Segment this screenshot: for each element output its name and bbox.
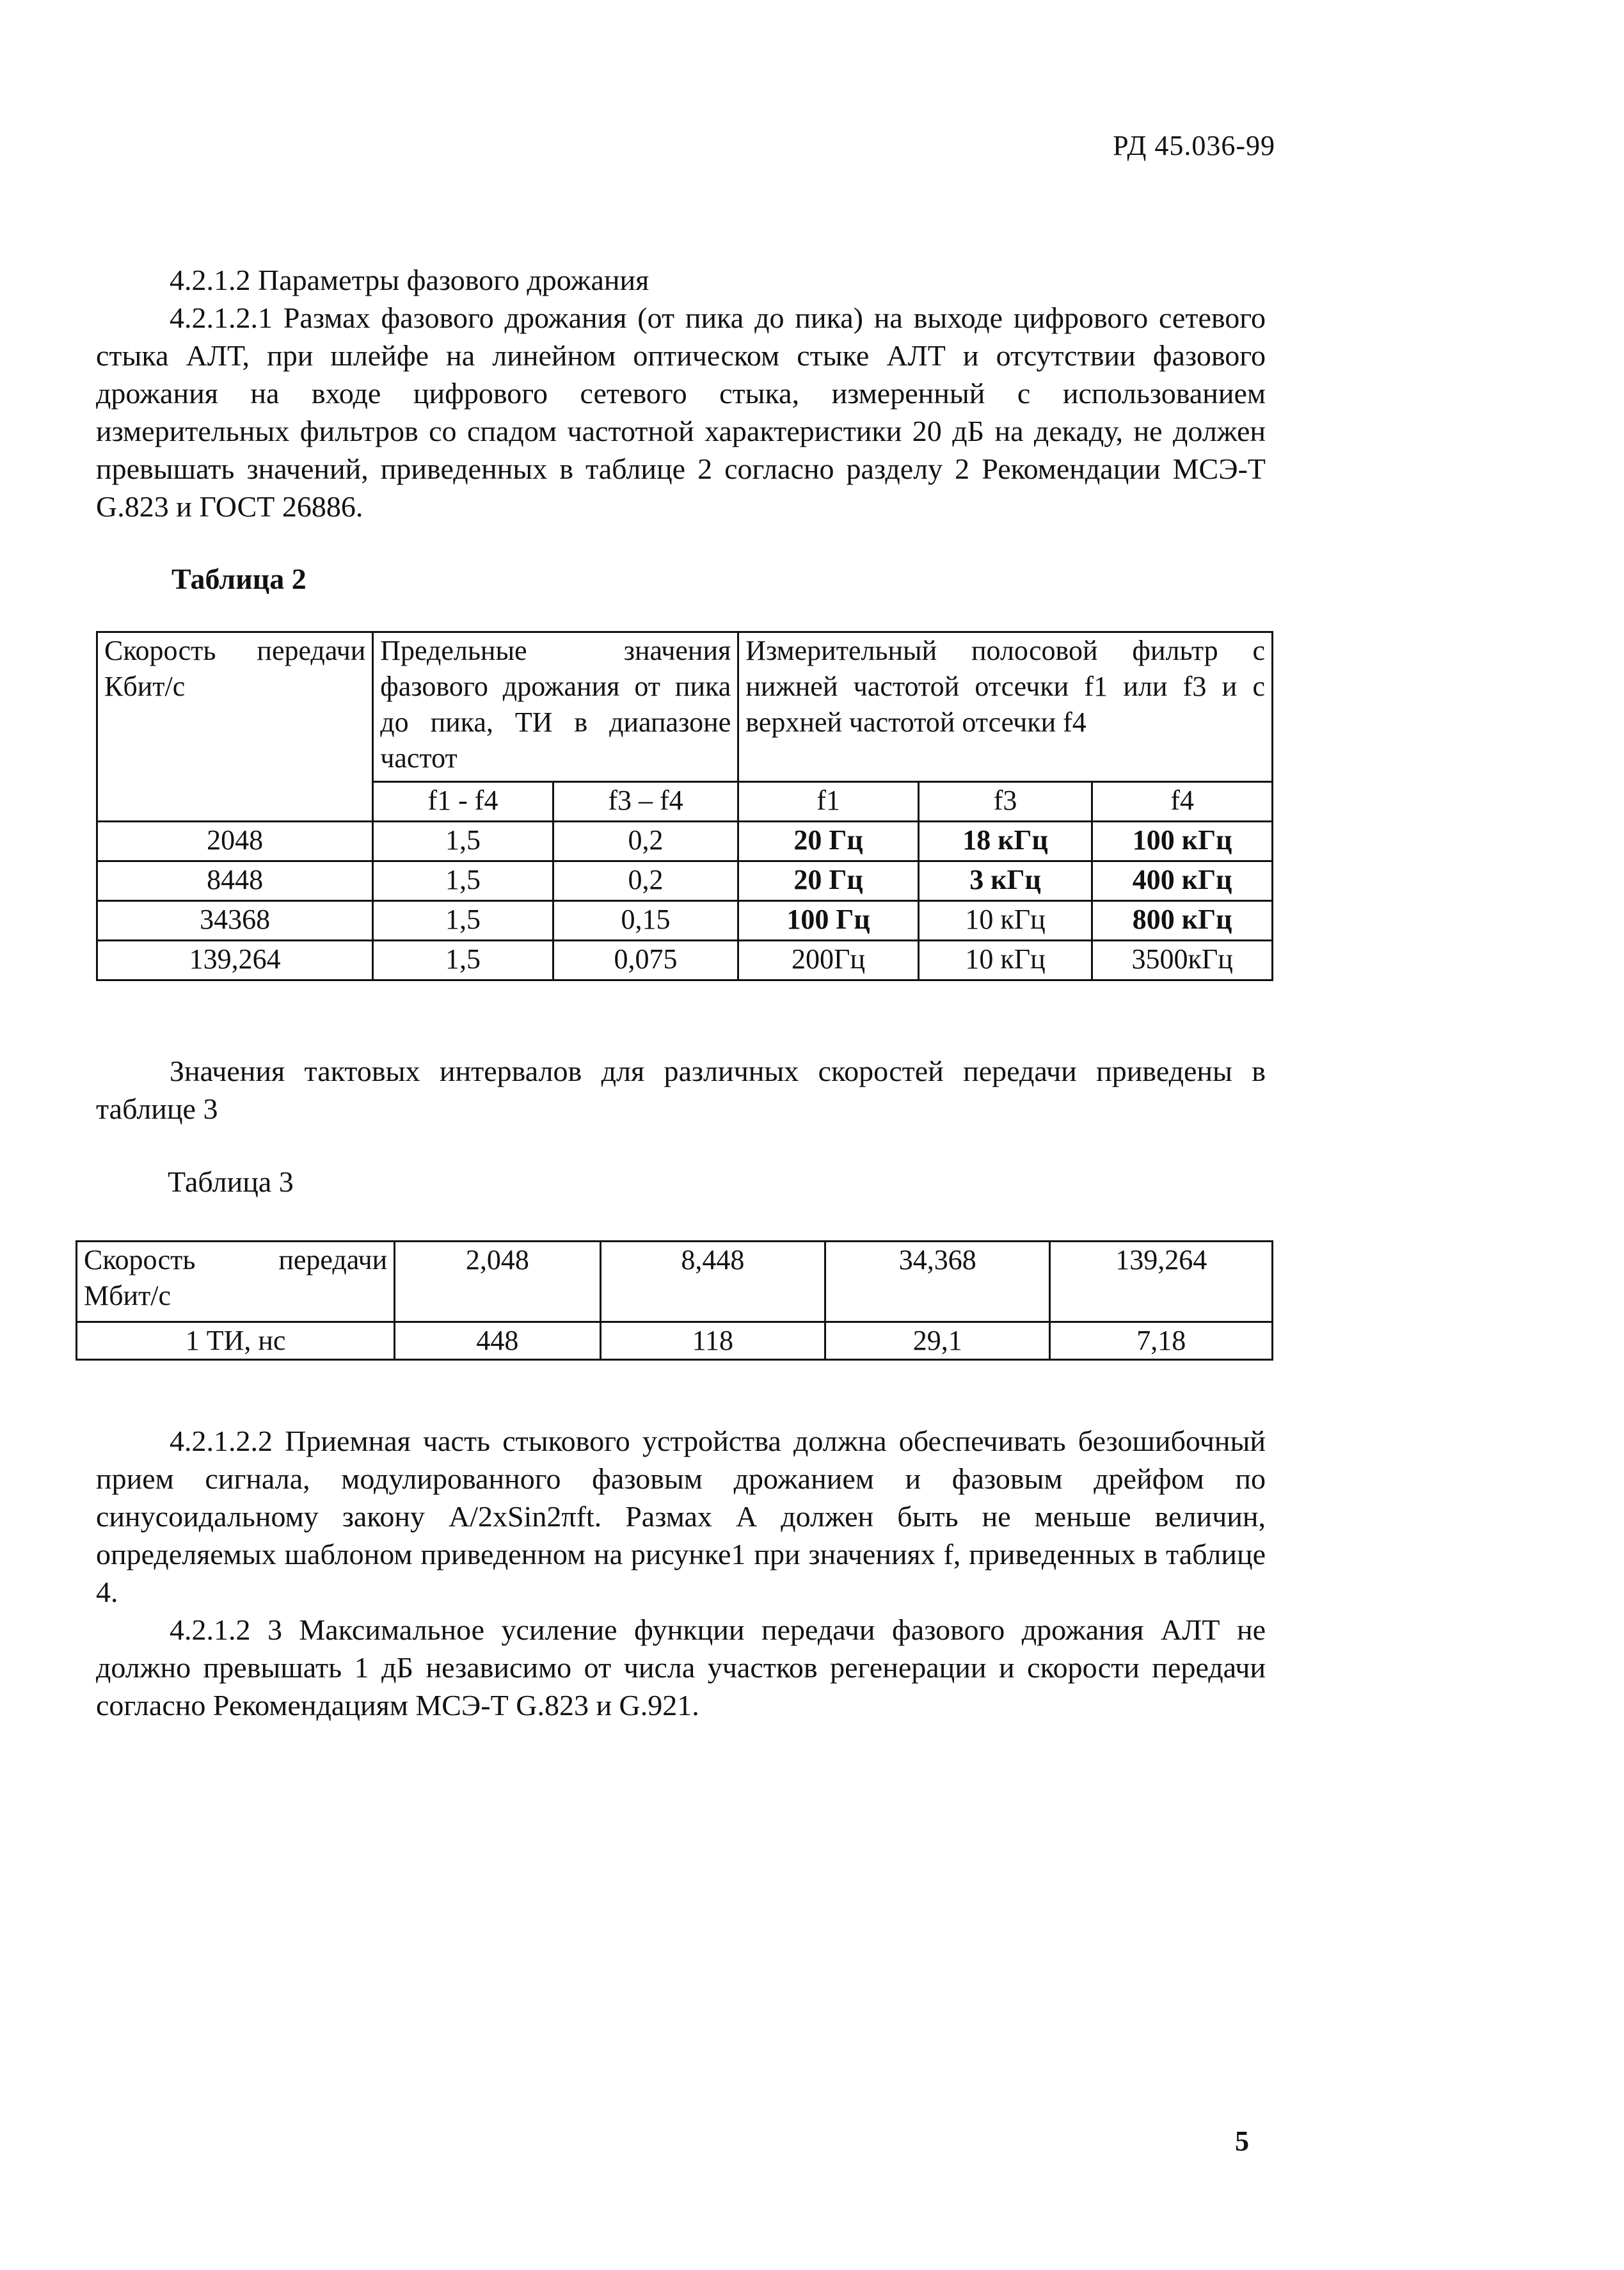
table2-cell: 3500кГц: [1092, 941, 1273, 980]
table3-caption: Таблица 3: [168, 1165, 294, 1198]
table2-caption: Таблица 2: [171, 563, 306, 595]
table2-cell: 10 кГц: [918, 941, 1092, 980]
table2-cell: 800 кГц: [1092, 901, 1273, 941]
table2-cell: 139,264: [97, 941, 373, 980]
table2-head-speed: Скорость передачи Кбит/с: [97, 632, 373, 822]
section-heading: [96, 261, 1266, 299]
table2-cell: 400 кГц: [1092, 861, 1273, 901]
paragraph-4-2-1-2-2: [96, 1422, 1266, 1611]
paragraph-4-2-1-2-1: [96, 299, 1266, 525]
table-row: [97, 901, 1273, 941]
table2-cell: 1,5: [373, 941, 553, 980]
table3-cell: 7,18: [1050, 1322, 1273, 1360]
table-row: [97, 941, 1273, 980]
table2-cell: 0,2: [553, 861, 738, 901]
table2-cell: 1,5: [373, 822, 553, 861]
table3-cell: 448: [395, 1322, 600, 1360]
table2-sub-f1: f1: [738, 782, 919, 822]
table2-header-row: [97, 632, 1273, 782]
table2-cell: 0,15: [553, 901, 738, 941]
table2-cell: 1,5: [373, 901, 553, 941]
section-heading-text: 4.2.1.2 Параметры фазового дрожания: [170, 264, 649, 296]
table-2: [96, 631, 1273, 981]
table2-sub-f1-f4: f1 - f4: [373, 782, 553, 822]
table2-cell: 2048: [97, 822, 373, 861]
table2-cell: 1,5: [373, 861, 553, 901]
table2-cell: 3 кГц: [918, 861, 1092, 901]
table2-cell: 10 кГц: [918, 901, 1092, 941]
table3-cell: 29,1: [825, 1322, 1050, 1360]
table2-head-limits: Предельные значения фазового дрожания от пика до пика, ТИ в диапазоне частот: [373, 632, 738, 782]
mid-paragraph: [96, 1052, 1266, 1128]
table2-cell: 20 Гц: [738, 822, 919, 861]
paragraph-4-2-1-2-1-text: 4.2.1.2.1 Размах фазового дрожания (от пика до пика) на выходе цифрового сетевого стыка АЛТ, при шлейфе на линейном оптическом стыке АЛТ и отсутствии фазового дрожания на входе цифрового сетевого стыка, измеренный с использованием измерительных фильтров со спадом частотной характеристики 20 дБ на декаду, не должен превышать значений, приведенных в таблице 2 согласно разделу 2 Рекомендации МСЭ-Т G.823 и ГОСТ 26886.: [96, 301, 1266, 523]
table3-speed-label: Скорость передачи Мбит/с: [77, 1242, 395, 1322]
table2-sub-f3-f4: f3 – f4: [553, 782, 738, 822]
table2-head-filter: Измерительный полосовой фильтр с нижней частотой отсечки f1 или f3 и с верхней частотой отсечки f4: [738, 632, 1273, 782]
table2-cell: 20 Гц: [738, 861, 919, 901]
table2-sub-f4: f4: [1092, 782, 1273, 822]
table-row: [97, 861, 1273, 901]
table3-interval-label: 1 ТИ, нс: [77, 1322, 395, 1360]
table-row: [77, 1242, 1273, 1322]
table3-cell: 118: [600, 1322, 825, 1360]
table2-cell: 100 Гц: [738, 901, 919, 941]
table2-sub-f3: f3: [918, 782, 1092, 822]
table-row: [77, 1322, 1273, 1360]
table2-cell: 0,075: [553, 941, 738, 980]
mid-paragraph-text: Значения тактовых интервалов для различных скоростей передачи приведены в таблице 3: [96, 1055, 1266, 1125]
paragraph-4-2-1-2-3: [96, 1611, 1266, 1724]
page-number: 5: [1235, 2125, 1249, 2157]
table2-cell: 8448: [97, 861, 373, 901]
document-code: РД 45.036-99: [1113, 130, 1275, 161]
table2-cell: 200Гц: [738, 941, 919, 980]
table2-cell: 0,2: [553, 822, 738, 861]
paragraph-4-2-1-2-2-text: 4.2.1.2.2 Приемная часть стыкового устройства должна обеспечивать безошибочный прием сигнала, модулированного фазовым дрожанием и фазовым дрейфом по синусоидальному закону А/2xSin2πft. Размах А должен быть не меньше величин, определяемых шаблоном приведенном на рисунке1 при значениях f, приведенных в таблице 4.: [96, 1425, 1266, 1608]
paragraph-4-2-1-2-3-text: 4.2.1.2 3 Максимальное усиление функции передачи фазового дрожания АЛТ не должно превышать 1 дБ независимо от числа участков регенерации и скорости передачи согласно Рекомендациям МСЭ-Т G.823 и G.921.: [96, 1613, 1266, 1722]
table3-cell: 34,368: [825, 1242, 1050, 1322]
table-row: [97, 822, 1273, 861]
table2-cell: 100 кГц: [1092, 822, 1273, 861]
table3-cell: 139,264: [1050, 1242, 1273, 1322]
table2-cell: 34368: [97, 901, 373, 941]
table-3: [76, 1240, 1273, 1361]
table3-cell: 8,448: [600, 1242, 825, 1322]
table2-cell: 18 кГц: [918, 822, 1092, 861]
table3-cell: 2,048: [395, 1242, 600, 1322]
